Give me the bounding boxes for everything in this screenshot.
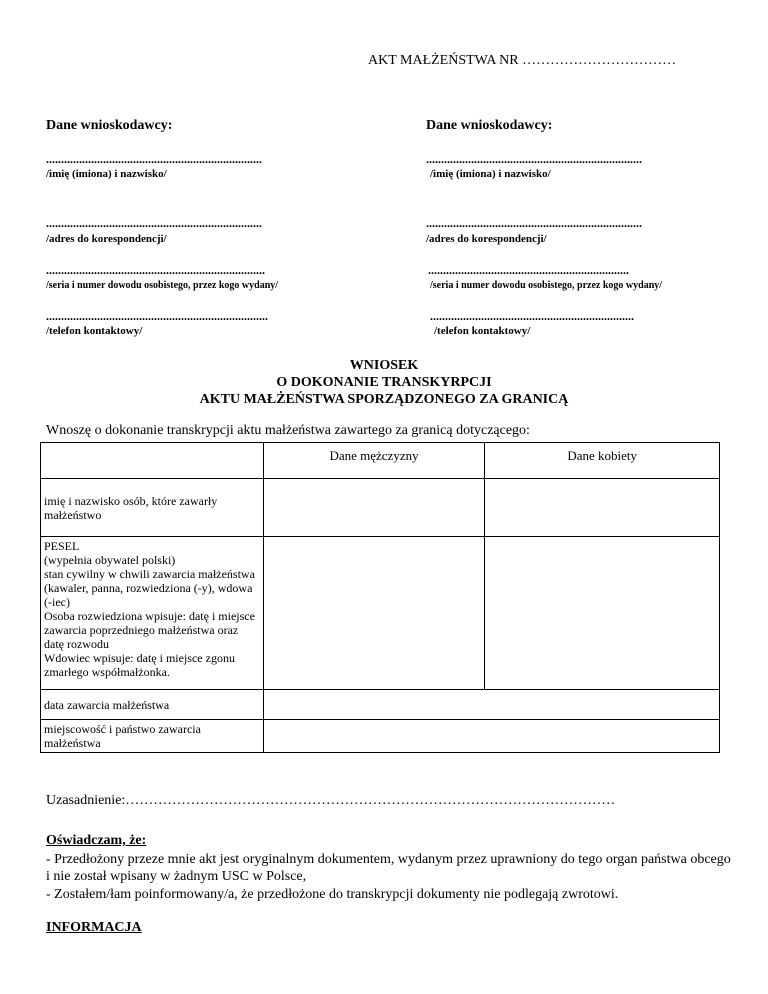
declaration-item-1: - Przedłożony przeze mnie akt jest oryginalnym dokumentem, wydanym przez uprawniony do tego organ państwa obcego i nie został wpisany w żadnym USC w Polsce,: [46, 852, 731, 884]
right-address-label: /adres do korespondencji/: [426, 233, 547, 245]
left-phone-field[interactable]: ..........................................................................: [46, 309, 268, 323]
table-row-place: [41, 720, 720, 753]
row-place-label: miejscowość i państwo zawarcia małżeństwa: [41, 720, 264, 753]
female-details-cell[interactable]: [485, 537, 720, 690]
table-header-empty: [41, 443, 264, 479]
declaration-heading: Oświadczam, że:: [46, 833, 147, 848]
left-applicant-heading: Dane wnioskodawcy:: [46, 118, 173, 133]
right-phone-field[interactable]: ....................................................................: [430, 309, 634, 323]
form-title-line1: WNIOSEK: [349, 358, 419, 373]
right-applicant-heading: Dane wnioskodawcy:: [426, 118, 553, 133]
table-row-date: [41, 690, 720, 720]
right-phone-label: /telefon kontaktowy/: [434, 325, 531, 337]
declaration-item-2: - Zostałem/łam poinformowany/a, że przedłożone do transkrypcji dokumenty nie podlegają zwrotowi.: [46, 887, 619, 902]
marriage-date-cell[interactable]: [263, 690, 719, 720]
left-address-label: /adres do korespondencji/: [46, 233, 167, 245]
table-row-names: [41, 479, 720, 537]
table-row-details: [41, 537, 720, 690]
left-name-field[interactable]: ........................................................................: [46, 152, 262, 166]
male-names-cell[interactable]: [263, 479, 485, 537]
right-name-label: /imię (imiona) i nazwisko/: [430, 168, 551, 180]
marriage-data-table: [40, 442, 720, 753]
right-address-field[interactable]: ........................................................................: [426, 216, 642, 230]
act-number-label: AKT MAŁŻEŃSTWA NR ……………………………: [368, 53, 677, 68]
form-title-line2: O DOKONANIE TRANSKYRPCJI: [276, 375, 492, 390]
intro-text: Wnoszę o dokonanie transkrypcji aktu małżeństwa zawartego za granicą dotyczącego:: [46, 423, 530, 438]
form-title-line3: AKTU MAŁŻEŃSTWA SPORZĄDZONEGO ZA GRANICĄ: [199, 392, 569, 407]
right-id-label: /seria i numer dowodu osobistego, przez kogo wydany/: [430, 280, 663, 291]
right-id-field[interactable]: ...................................................................: [428, 263, 629, 277]
left-id-label: /seria i numer dowodu osobistego, przez kogo wydany/: [46, 280, 279, 291]
row-names-label: imię i nazwisko osób, które zawarły małżeństwo: [41, 479, 264, 537]
row-details-label: PESEL (wypełnia obywatel polski) stan cywilny w chwili zawarcia małżeństwa (kawaler, panna, rozwiedziona (-y), wdowa (-iec) Osoba rozwiedziona wpisuje: datę i miejsce zawarcia poprzedniego małżeństwa oraz datę rozwodu Wdowiec wpisuje: datę i miejsce zgonu zmarłego współmałżonka.: [41, 537, 264, 690]
left-id-field[interactable]: .........................................................................: [46, 263, 265, 277]
justification-field[interactable]: Uzasadnienie:……………………………………………………………………………………………: [46, 793, 616, 808]
male-column-header: Dane mężczyzny: [263, 443, 485, 479]
left-name-label: /imię (imiona) i nazwisko/: [46, 168, 167, 180]
left-phone-label: /telefon kontaktowy/: [46, 325, 143, 337]
female-column-header: Dane kobiety: [485, 443, 720, 479]
left-address-field[interactable]: ........................................................................: [46, 216, 262, 230]
female-names-cell[interactable]: [485, 479, 720, 537]
information-heading: INFORMACJA: [46, 920, 142, 935]
table-header-row: [41, 443, 720, 479]
row-date-label: data zawarcia małżeństwa: [41, 690, 264, 720]
marriage-place-cell[interactable]: [263, 720, 719, 753]
right-name-field[interactable]: ........................................................................: [426, 152, 642, 166]
male-details-cell[interactable]: [263, 537, 485, 690]
